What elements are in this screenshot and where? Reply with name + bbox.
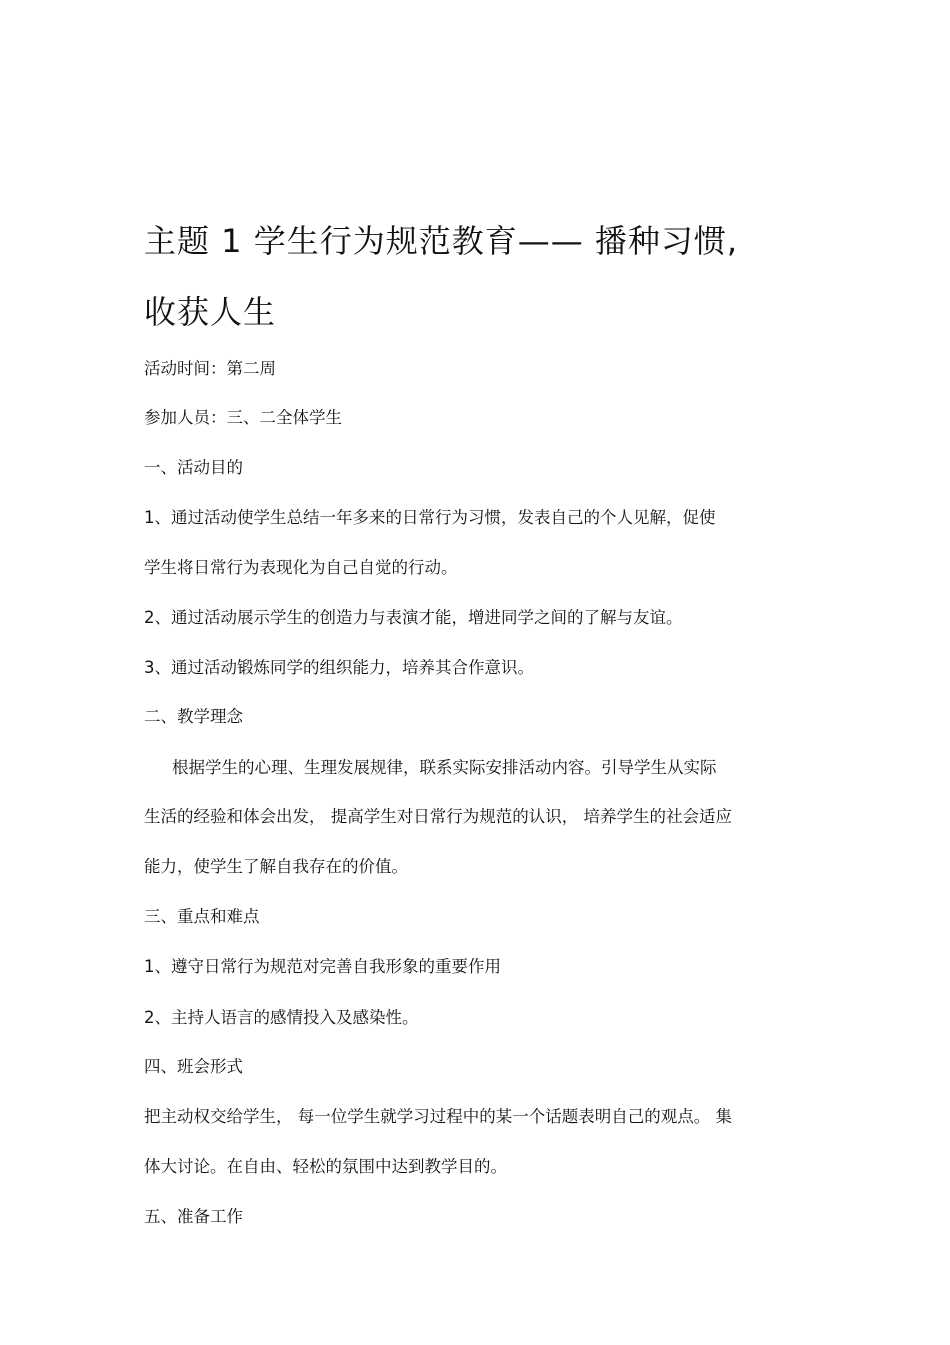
- philosophy-line-1: 根据学生的心理、生理发展规律，联系实际安排活动内容。引导学生从实际: [172, 758, 717, 777]
- section-heading-preparation: 五、准备工作: [144, 1207, 243, 1226]
- key-point-line-1: 1、遵守日常行为规范对完善自我形象的重要作用: [144, 957, 501, 976]
- philosophy-line-2: 生活的经验和体会出发， 提高学生对日常行为规范的认识， 培养学生的社会适应: [144, 807, 732, 826]
- document-title-line-1: 主题 1 学生行为规范教育—— 播种习惯,: [144, 222, 739, 260]
- section-heading-teaching-philosophy: 二、教学理念: [144, 707, 243, 726]
- section-heading-class-meeting-format: 四、班会形式: [144, 1057, 243, 1076]
- format-line-1: 把主动权交给学生， 每一位学生就学习过程中的某一个话题表明自己的观点。 集: [144, 1107, 732, 1126]
- participants: 参加人员：三、二全体学生: [144, 408, 342, 427]
- objective-line-2: 2、通过活动展示学生的创造力与表演才能，增进同学之间的了解与友谊。: [144, 608, 683, 627]
- section-heading-key-points: 三、重点和难点: [144, 907, 260, 926]
- section-heading-objectives: 一、活动目的: [144, 458, 243, 477]
- objective-line-3: 3、通过活动锻炼同学的组织能力，培养其合作意识。: [144, 658, 534, 677]
- document-title-line-2: 收获人生: [144, 293, 277, 331]
- key-point-line-2: 2、主持人语言的感情投入及感染性。: [144, 1008, 419, 1027]
- activity-time: 活动时间：第二周: [144, 359, 276, 378]
- philosophy-line-3: 能力，使学生了解自我存在的价值。: [144, 857, 408, 876]
- format-line-2: 体大讨论。在自由、轻松的氛围中达到教学目的。: [144, 1157, 507, 1176]
- objective-line-1: 1、通过活动使学生总结一年多来的日常行为习惯，发表自己的个人见解，促使: [144, 508, 716, 527]
- objective-line-1-continued: 学生将日常行为表现化为自己自觉的行动。: [144, 558, 458, 577]
